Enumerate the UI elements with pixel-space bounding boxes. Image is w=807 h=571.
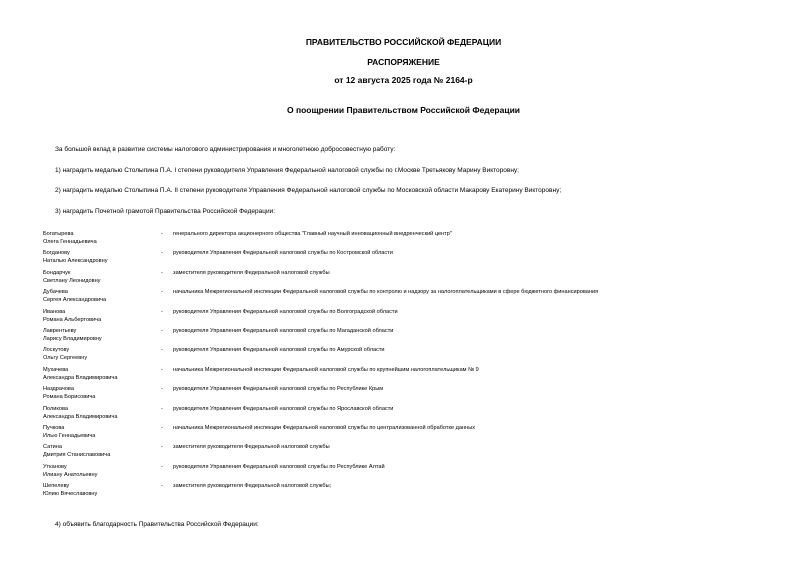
awardee-dash: - (161, 463, 163, 470)
awardee-dash: - (161, 424, 163, 431)
awardee-given-names: Илью Геннадьевича (43, 432, 96, 439)
awardee-given-names: Илиану Анатольевну (43, 471, 98, 478)
awardee-row (43, 289, 783, 308)
awardee-position: руководителя Управления Федеральной налоговой службы по Республике Крым (173, 386, 384, 393)
awardee-position: руководителя Управления Федеральной налоговой службы по Амурской области (173, 347, 385, 354)
item-4: 4) объявить благодарность Правительства Российской Федерации: (55, 521, 259, 528)
awardee-row (43, 231, 783, 250)
awardee-surname: Лоскутову (43, 347, 70, 354)
awardee-position: заместителя руководителя Федеральной налоговой службы; (173, 483, 332, 490)
awardee-row (43, 464, 783, 483)
item-1: 1) наградить медалью Столыпина П.А. I степени руководителя Управления Федеральной налоговой службы по г.Москве Третьякову Марину Викторовну; (55, 167, 519, 174)
awardee-dash: - (161, 308, 163, 315)
awardee-position: руководителя Управления Федеральной налоговой службы по Волгоградской области (173, 308, 398, 315)
awardee-given-names: Романа Альбертовича (43, 316, 102, 323)
awardee-dash: - (161, 231, 163, 237)
awardee-given-names: Светлану Леонидовну (43, 277, 101, 284)
awardee-row (43, 309, 783, 328)
awardee-position: руководителя Управления Федеральной налоговой службы по Магаданской области (173, 327, 394, 334)
awardee-position: начальника Межрегиональной инспекции Федеральной налоговой службы по централизованной обработке данных (173, 424, 476, 431)
awardee-surname: Богатырева (43, 231, 74, 237)
awardee-position: руководителя Управления Федеральной налоговой службы по Ярославской области (173, 405, 394, 412)
awardee-dash: - (161, 289, 163, 296)
awardee-dash: - (161, 269, 163, 276)
awardee-dash: - (161, 347, 163, 354)
awardee-given-names: Олега Геннадьевича (43, 239, 97, 245)
document-type: РАСПОРЯЖЕНИЕ (367, 57, 440, 67)
awardee-surname: Пучкова (43, 424, 65, 431)
awardee-position: начальника Межрегиональной инспекции Федеральной налоговой службы по крупнейшим налогоплательщикам № 9 (173, 366, 479, 373)
government-heading: ПРАВИТЕЛЬСТВО РОССИЙСКОЙ ФЕДЕРАЦИИ (305, 37, 502, 47)
awardee-position: начальника Межрегиональной инспекции Федеральной налоговой службы по контролю и надзору за налогоплательщиками в сфере бюджетного финансирования (173, 289, 599, 296)
awardee-row (43, 386, 783, 405)
awardee-dash: - (161, 327, 163, 334)
awardee-row (43, 270, 783, 289)
awardee-surname: Наздрачова (43, 386, 74, 393)
awardee-dash: - (161, 366, 163, 373)
awardee-given-names: Ларису Владимировну (43, 335, 102, 342)
awardee-dash: - (161, 483, 163, 490)
awardee-row (43, 406, 783, 425)
awardee-surname: Поликова (43, 405, 69, 412)
awardee-surname: Иванова (43, 308, 66, 315)
intro-paragraph: За большой вклад в развитие системы налогового администрирования и многолетнюю добросовестную работу: (55, 146, 396, 153)
awardee-given-names: Наталью Александровну (43, 258, 108, 265)
awardee-position: заместителя руководителя Федеральной налоговой службы (173, 444, 330, 451)
awardees-list (43, 231, 783, 502)
awardee-surname: Дубачева (43, 289, 68, 296)
awardee-row (43, 444, 783, 463)
awardee-given-names: Ольгу Сергеевну (43, 355, 88, 362)
awardee-given-names: Юлию Вячеславовну (43, 491, 98, 498)
awardee-given-names: Романа Борисовича (43, 394, 96, 401)
awardee-row (43, 483, 783, 502)
awardee-given-names: Александра Владимировича (43, 374, 118, 381)
awardee-row (43, 347, 783, 366)
awardee-surname: Шепелеву (43, 483, 70, 490)
awardee-surname: Бондарчук (43, 269, 71, 276)
awardee-dash: - (161, 444, 163, 451)
awardee-dash: - (161, 250, 163, 257)
awardee-surname: Сатина (43, 444, 62, 451)
item-3: 3) наградить Почетной грамотой Правительства Российской Федерации: (55, 208, 276, 215)
item-2: 2) наградить медалью Столыпина П.А. II степени руководителя Управления Федеральной налоговой службы по Московской области Макарову Екатерину Викторовну; (55, 187, 562, 194)
awardee-surname: Утканову (43, 463, 67, 470)
awardee-dash: - (161, 405, 163, 412)
document-date-number: от 12 августа 2025 года № 2164-р (334, 75, 473, 85)
awardee-position: заместителя руководителя Федеральной налоговой службы (173, 269, 330, 276)
awardee-position: руководителя Управления Федеральной налоговой службы по Костромской области (173, 250, 393, 257)
document-subject: О поощрении Правительством Российской Федерации (286, 105, 521, 115)
awardee-surname: Мухачева (43, 366, 69, 373)
awardee-row (43, 328, 783, 347)
awardee-surname: Богданову (43, 250, 70, 257)
awardee-surname: Лаврентьеву (43, 327, 77, 334)
awardee-row (43, 425, 783, 444)
awardee-dash: - (161, 386, 163, 393)
awardee-position: руководителя Управления Федеральной налоговой службы по Республике Алтай (173, 463, 385, 470)
awardee-position: генерального директора акционерного общества "Главный научный инновационный внедренческий центр" (173, 231, 452, 237)
awardee-row (43, 250, 783, 269)
awardee-row (43, 367, 783, 386)
awardee-given-names: Александра Владимировича (43, 413, 118, 420)
awardee-given-names: Дмитрия Станиславовича (43, 452, 111, 459)
awardee-given-names: Сергея Александровича (43, 297, 107, 304)
